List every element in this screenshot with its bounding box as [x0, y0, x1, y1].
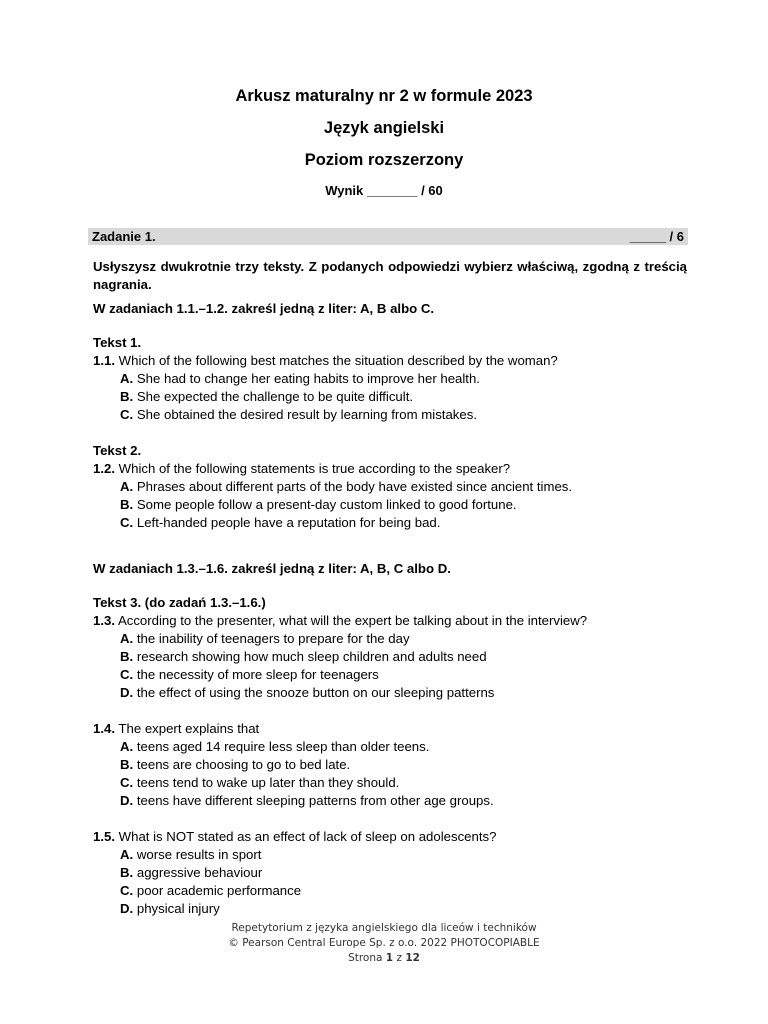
question-1-1 — [93, 352, 687, 370]
option-text: She had to change her eating habits to improve her health. — [136, 371, 480, 386]
option-letter: A. — [120, 631, 134, 646]
task-points: _____ / 6 — [629, 229, 684, 244]
exam-header — [0, 86, 768, 199]
answer-option[interactable] — [120, 864, 687, 882]
question-number: 1.1. — [93, 353, 115, 368]
option-text: poor academic performance — [136, 883, 302, 898]
option-letter: B. — [120, 757, 134, 772]
instruction-abc: W zadaniach 1.1.–1.2. zakreśl jedną z liter: A, B albo C. — [93, 301, 435, 316]
answer-option[interactable] — [120, 792, 687, 810]
option-text: physical injury — [136, 901, 220, 916]
question-number: 1.5. — [93, 829, 115, 844]
option-letter: D. — [120, 793, 134, 808]
option-text: teens are choosing to go to bed late. — [136, 757, 351, 772]
option-text: Some people follow a present-day custom linked to good fortune. — [136, 497, 517, 512]
answer-option[interactable] — [120, 846, 687, 864]
option-text: the effect of using the snooze button on our sleeping patterns — [136, 685, 495, 700]
option-text: aggressive behaviour — [136, 865, 263, 880]
answer-option[interactable] — [120, 774, 687, 792]
option-letter: D. — [120, 685, 134, 700]
text3-section — [93, 594, 687, 918]
answer-option[interactable] — [120, 406, 687, 424]
question-number: 1.4. — [93, 721, 115, 736]
footer-book-title: Repetytorium z języka angielskiego dla liceów i techników — [231, 922, 537, 934]
option-letter: C. — [120, 515, 134, 530]
answer-option[interactable] — [120, 684, 687, 702]
option-text: Phrases about different parts of the body have existed since ancient times. — [136, 479, 573, 494]
answer-option[interactable] — [120, 496, 687, 514]
option-letter: D. — [120, 901, 134, 916]
exam-title: Arkusz maturalny nr 2 w formule 2023 — [235, 87, 533, 105]
text2-section — [93, 442, 687, 532]
answer-option[interactable] — [120, 630, 687, 648]
page-prefix: Strona — [348, 952, 383, 964]
task-label: Zadanie 1. — [92, 229, 156, 244]
answer-option[interactable] — [120, 666, 687, 684]
text1-section — [93, 334, 687, 424]
page-number — [0, 951, 768, 966]
answer-option[interactable] — [120, 388, 687, 406]
text2-heading: Tekst 2. — [93, 443, 142, 458]
question-1-3 — [93, 612, 687, 630]
option-letter: C. — [120, 775, 134, 790]
task-instruction: Usłyszysz dwukrotnie trzy teksty. Z podanych odpowiedzi wybierz właściwą, zgodną z treścią nagrania. — [93, 259, 687, 292]
option-text: the inability of teenagers to prepare for the day — [136, 631, 410, 646]
option-text: Left-handed people have a reputation for being bad. — [136, 515, 441, 530]
answer-option[interactable] — [120, 648, 687, 666]
answer-option[interactable] — [120, 370, 687, 388]
option-letter: B. — [120, 649, 134, 664]
task-content — [93, 258, 687, 918]
option-text: She obtained the desired result by learning from mistakes. — [136, 407, 477, 422]
option-letter: A. — [120, 847, 134, 862]
option-letter: B. — [120, 389, 134, 404]
answer-option[interactable] — [120, 514, 687, 532]
page-total: 12 — [405, 952, 420, 964]
question-1-4 — [93, 720, 687, 738]
option-letter: C. — [120, 407, 134, 422]
option-letter: A. — [120, 739, 134, 754]
option-letter: A. — [120, 371, 134, 386]
option-text: teens have different sleeping patterns from other age groups. — [136, 793, 494, 808]
option-text: teens tend to wake up later than they should. — [136, 775, 400, 790]
text1-heading: Tekst 1. — [93, 335, 142, 350]
question-text: According to the presenter, what will the expert be talking about in the interview? — [117, 613, 588, 628]
option-letter: B. — [120, 497, 134, 512]
option-text: the necessity of more sleep for teenagers — [136, 667, 379, 682]
instruction-abcd: W zadaniach 1.3.–1.6. zakreśl jedną z liter: A, B, C albo D. — [93, 561, 451, 576]
question-text: Which of the following statements is true according to the speaker? — [118, 461, 511, 476]
answer-option[interactable] — [120, 478, 687, 496]
option-letter: B. — [120, 865, 134, 880]
answer-option[interactable] — [120, 738, 687, 756]
option-text: research showing how much sleep children and adults need — [136, 649, 487, 664]
question-1-5 — [93, 828, 687, 846]
question-text: Which of the following best matches the situation described by the woman? — [118, 353, 558, 368]
question-text: The expert explains that — [118, 721, 260, 736]
page-separator: z — [396, 952, 402, 964]
question-number: 1.2. — [93, 461, 115, 476]
page-current: 1 — [385, 952, 394, 964]
question-text: What is NOT stated as an effect of lack of sleep on adolescents? — [118, 829, 497, 844]
task-header-bar — [88, 228, 688, 245]
footer-copyright: © Pearson Central Europe Sp. z o.o. 2022 PHOTOCOPIABLE — [228, 937, 540, 949]
answer-option[interactable] — [120, 900, 687, 918]
question-number: 1.3. — [93, 613, 115, 628]
option-text: worse results in sport — [136, 847, 262, 862]
answer-option[interactable] — [120, 882, 687, 900]
question-1-2 — [93, 460, 687, 478]
text3-heading: Tekst 3. (do zadań 1.3.–1.6.) — [93, 595, 266, 610]
option-letter: C. — [120, 883, 134, 898]
option-text: teens aged 14 require less sleep than older teens. — [136, 739, 430, 754]
page-footer — [0, 921, 768, 966]
exam-subject: Język angielski — [323, 119, 445, 137]
exam-level: Poziom rozszerzony — [304, 151, 464, 169]
option-letter: A. — [120, 479, 134, 494]
score-field: Wynik _______ / 60 — [325, 183, 443, 198]
answer-option[interactable] — [120, 756, 687, 774]
option-letter: C. — [120, 667, 134, 682]
option-text: She expected the challenge to be quite difficult. — [136, 389, 414, 404]
